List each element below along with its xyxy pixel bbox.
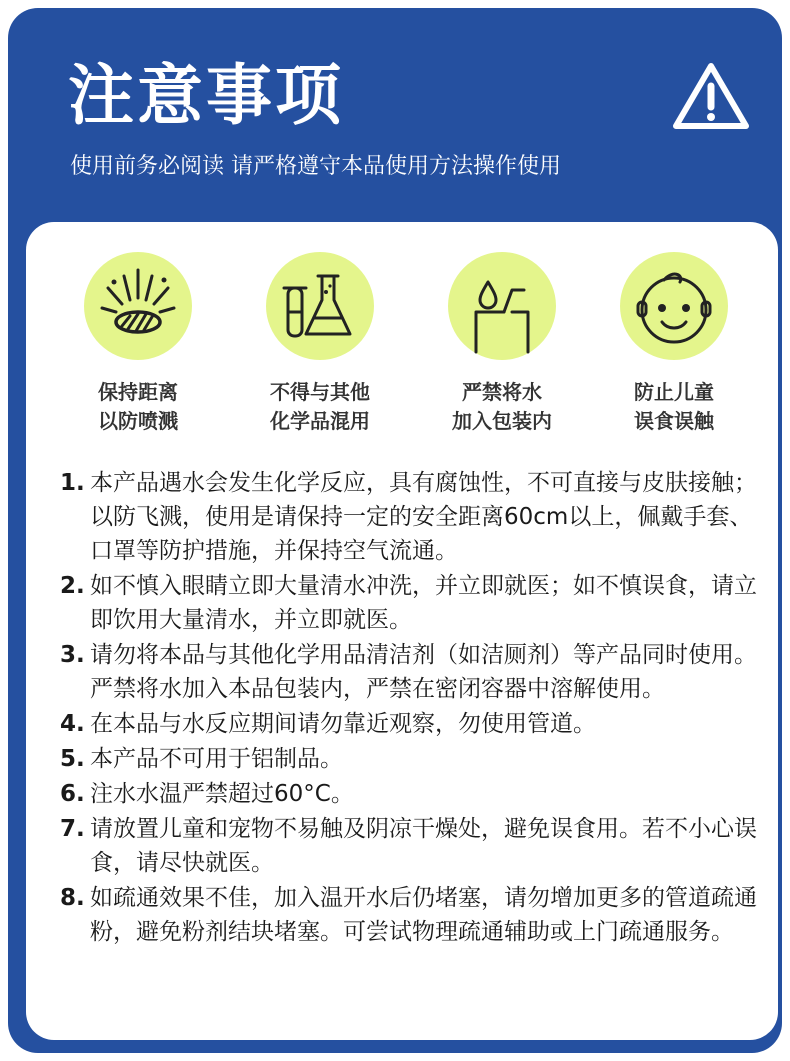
note-item: [60, 742, 760, 776]
note-number: 2.: [60, 573, 85, 599]
note-number: 1.: [60, 470, 85, 496]
note-item: [60, 638, 760, 706]
note-item: [60, 881, 760, 949]
note-item: [60, 707, 760, 741]
note-number: 5.: [60, 746, 85, 772]
safety-item-no-water-in-package: [422, 252, 582, 436]
content-panel: [26, 222, 778, 1040]
note-number: 6.: [60, 781, 85, 807]
safety-icons-row: [26, 252, 778, 442]
note-text: 请放置儿童和宠物不易触及阴凉干燥处，避免误食用。若不小心误食，请尽快就医。: [90, 816, 757, 876]
note-text: 如不慎入眼睛立即大量清水冲洗，并立即就医；如不慎误食，请立即饮用大量清水，并立即就医。: [90, 573, 757, 633]
safety-item-no-mixing: [240, 252, 400, 436]
water-into-package-icon: [448, 252, 556, 360]
note-text: 在本品与水反应期间请勿靠近观察，勿使用管道。: [90, 711, 596, 737]
note-number: 8.: [60, 885, 85, 911]
note-text: 请勿将本品与其他化学用品清洁剂（如洁厕剂）等产品同时使用。严禁将水加入本品包装内，严禁在密闭容器中溶解使用。: [90, 642, 757, 702]
notes-list: [60, 466, 760, 950]
baby-face-icon: [620, 252, 728, 360]
note-text: 本产品遇水会发生化学反应，具有腐蚀性，不可直接与皮肤接触；以防飞溅，使用是请保持一定的安全距离60cm以上，佩戴手套、口罩等防护措施，并保持空气流通。: [90, 470, 757, 564]
note-item: [60, 812, 760, 880]
note-text: 如疏通效果不佳，加入温开水后仍堵塞，请勿增加更多的管道疏通粉，避免粉剂结块堵塞。可尝试物理疏通辅助或上门疏通服务。: [90, 885, 757, 945]
note-text: 注水水温严禁超过60°C。: [90, 781, 354, 807]
safety-label: 不得与其他 化学品混用: [270, 380, 370, 433]
safety-item-distance: [58, 252, 218, 436]
warning-triangle-icon: [671, 61, 751, 131]
splash-icon: [84, 252, 192, 360]
safety-label: 防止儿童 误食误触: [634, 380, 714, 433]
note-number: 7.: [60, 816, 85, 842]
safety-item-child-protection: [594, 252, 754, 436]
note-item: [60, 777, 760, 811]
safety-label: 严禁将水 加入包装内: [452, 380, 552, 433]
chemical-flask-icon: [266, 252, 374, 360]
safety-label: 保持距离 以防喷溅: [98, 380, 178, 433]
page-title: 注意事项: [68, 57, 344, 134]
note-number: 4.: [60, 711, 85, 737]
note-item: [60, 466, 760, 568]
page-subtitle: 使用前务必阅读 请严格遵守本品使用方法操作使用: [70, 154, 561, 179]
note-number: 3.: [60, 642, 85, 668]
page-frame: [8, 8, 782, 1053]
note-item: [60, 569, 760, 637]
note-text: 本产品不可用于铝制品。: [90, 746, 343, 772]
